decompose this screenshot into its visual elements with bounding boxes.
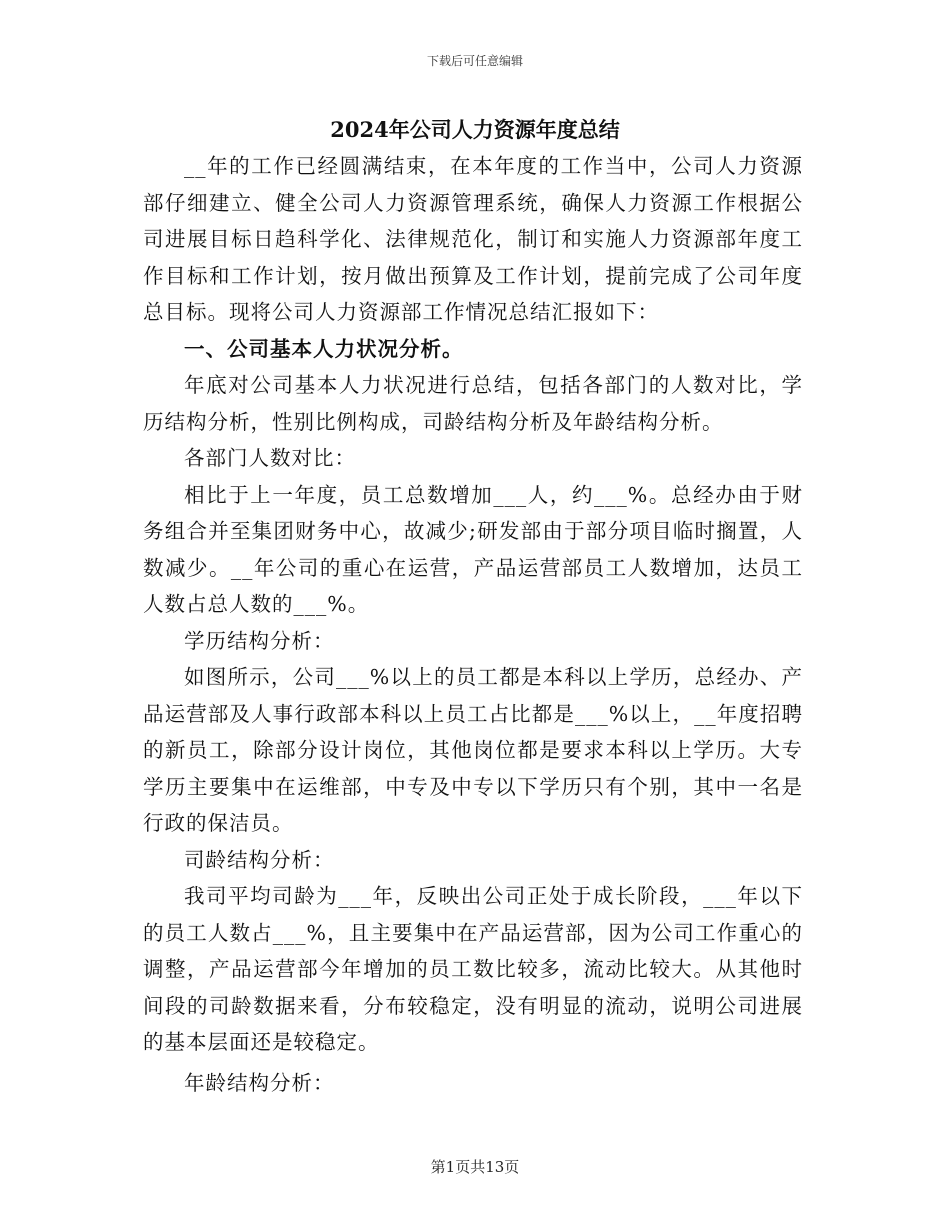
department-paragraph: 相比于上一年度，员工总数增加___人，约___%。总经办由于财务组合并至集团财务中心，故减少;研发部由于部分项目临时搁置，人数减少。__年公司的重心在运营，产品运营部员工人数增加，达员工人数占总人数的___%。 — [143, 482, 803, 616]
subheading-tenure: 司龄结构分析： — [184, 847, 335, 872]
overview-paragraph: 年底对公司基本人力状况进行总结，包括各部门的人数对比，学历结构分析，性别比例构成，司龄结构分析及年龄结构分析。 — [143, 373, 803, 434]
tenure-paragraph: 我司平均司龄为___年，反映出公司正处于成长阶段，___年以下的员工人数占___%，且主要集中在产品运营部，因为公司工作重心的调整，产品运营部今年增加的员工数比较多，流动比较大。从其他时间段的司龄数据来看，分布较稳定，没有明显的流动，说明公司进展的基本层面还是较稳定。 — [143, 884, 803, 1054]
subheading-education: 学历结构分析： — [184, 628, 335, 653]
subheading-department: 各部门人数对比： — [184, 446, 356, 470]
education-paragraph: 如图所示，公司___%以上的员工都是本科以上学历，总经办、产品运营部及人事行政部本科以上员工占比都是___%以上，__年度招聘的新员工，除部分设计岗位，其他岗位都是要求本科以上学历。大专学历主要集中在运维部，中专及中专以下学历只有个别，其中一名是行政的保洁员。 — [143, 665, 803, 835]
page-number: 第1页共13页 — [430, 1158, 520, 1176]
document-title: 2024年公司人力资源年度总结 — [330, 117, 620, 142]
subheading-age: 年龄结构分析： — [184, 1070, 335, 1095]
page-header-note: 下载后可任意编辑 — [426, 54, 523, 68]
intro-paragraph: __年的工作已经圆满结束，在本年度的工作当中，公司人力资源部仔细建立、健全公司人力资源管理系统，确保人力资源工作根据公司进展目标日趋科学化、法律规范化，制订和实施人力资源部年度工作目标和工作计划，按月做出预算及工作计划，提前完成了公司年度总目标。现将公司人力资源部工作情况总结汇报如下： — [143, 154, 803, 324]
document-body — [143, 148, 803, 1101]
section-heading: 一、公司基本人力状况分析。 — [184, 336, 464, 361]
